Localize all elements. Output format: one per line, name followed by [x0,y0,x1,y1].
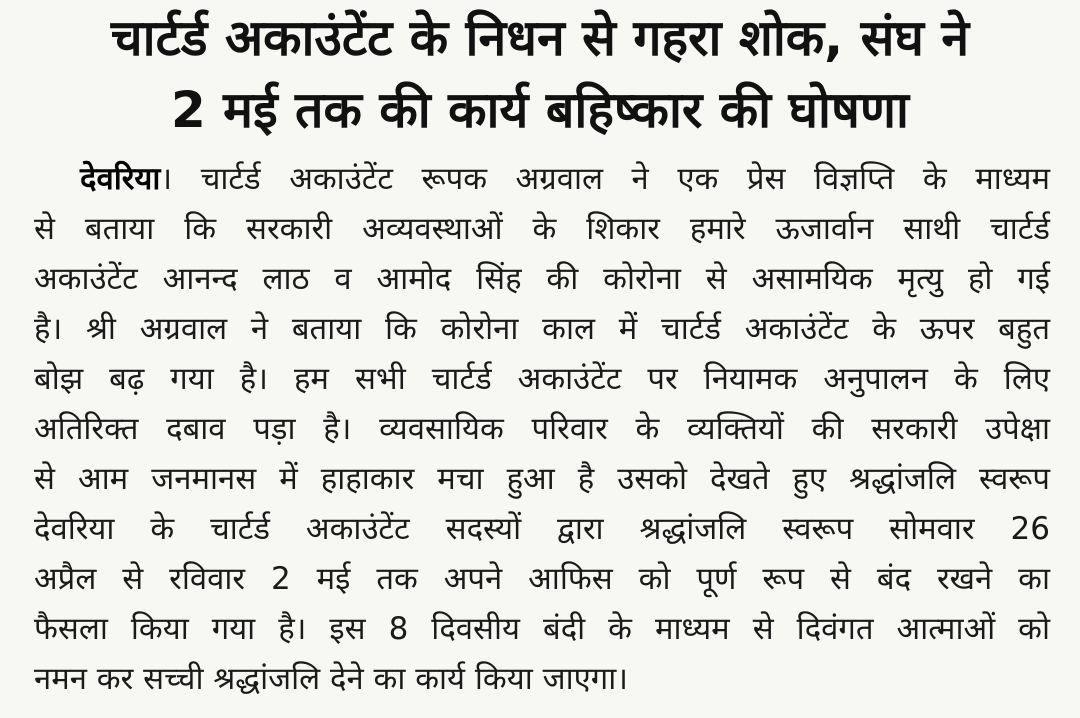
body-line-10: फैसला किया गया है। इस 8 दिवसीय बंदी के माध्यम से दिवंगत आत्माओं को [34,611,1050,647]
body-line-1 [34,154,1050,204]
body-line-5: बोझ बढ़ गया है। हम सभी चार्टर्ड अकाउंटेंट पर नियामक अनुपालन के लिए [34,361,1050,397]
body-line-4: है। श्री अग्रवाल ने बताया कि कोरोना काल में चार्टर्ड अकाउंटेंट के ऊपर बहुत [34,311,1050,347]
body-line-11: नमन कर सच्ची श्रद्धांजलि देने का कार्य किया जाएगा। [34,661,628,697]
body-line-9: अप्रैल से रविवार 2 मई तक अपने आफिस को पूर्ण रूप से बंद रखने का [34,561,1050,597]
body-line-8: देवरिया के चार्टर्ड अकाउंटेंट सदस्यों द्वारा श्रद्धांजलि स्वरूप सोमवार 26 [34,511,1050,547]
body-line-1-text: । चार्टर्ड अकाउंटेंट रूपक अग्रवाल ने एक प्रेस विज्ञप्ति के माध्यम [160,161,1050,197]
headline-line-2: 2 मई तक की कार्य बहिष्कार की घोषणा [170,81,910,139]
headline-line-1: चार्टर्ड अकाउंटेंट के निधन से गहरा शोक, संघ ने [110,9,970,67]
body-line-2: से बताया कि सरकारी अव्यवस्थाओं के शिकार हमारे ऊजार्वान साथी चार्टर्ड [34,211,1050,247]
body-line-7: से आम जनमानस में हाहाकार मचा हुआ है उसको देखते हुए श्रद्धांजलि स्वरूप [34,461,1050,497]
dateline: देवरिया [80,161,161,197]
body-line-6: अतिरिक्त दबाव पड़ा है। व्यवसायिक परिवार के व्यक्तियों की सरकारी उपेक्षा [34,411,1050,447]
body-line-3: अकाउंटेंट आनन्द लाठ व आमोद सिंह की कोरोना से असामयिक मृत्यु हो गई [34,261,1050,297]
